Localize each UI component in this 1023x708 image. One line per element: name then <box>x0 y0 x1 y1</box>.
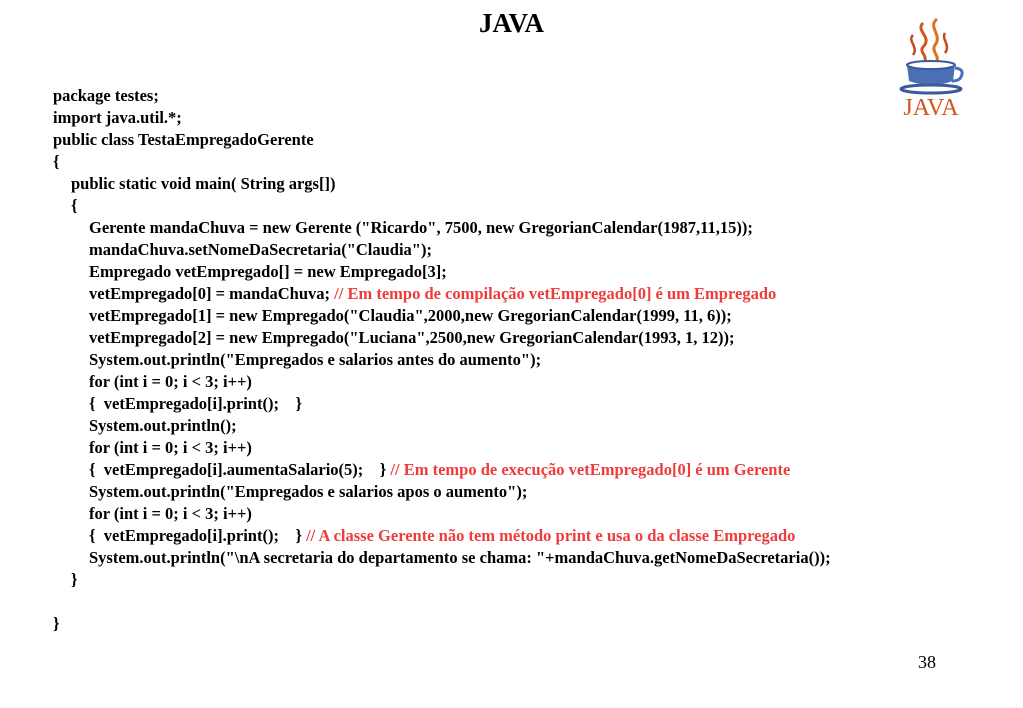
code-line: { vetEmpregado[i].print(); } <box>89 394 302 413</box>
code-line: Gerente mandaChuva = new Gerente ("Ricardo", 7500, new GregorianCalendar(1987,11,15)); <box>89 218 753 237</box>
page-number: 38 <box>918 652 936 672</box>
code-block <box>53 85 1003 635</box>
code-line: } <box>71 570 78 589</box>
code-line: public class TestaEmpregadoGerente <box>53 130 314 149</box>
code-text: vetEmpregado[0] = mandaChuva; <box>89 284 335 303</box>
code-comment: // Em tempo de execução vetEmpregado[0] é um Gerente <box>390 460 791 479</box>
code-line: System.out.println("Empregados e salarios antes do aumento"); <box>89 350 542 369</box>
code-line: { <box>71 196 78 215</box>
code-line: package testes; <box>53 86 159 105</box>
code-line <box>53 283 1003 305</box>
code-comment: // Em tempo de compilação vetEmpregado[0] é um Empregado <box>334 284 777 303</box>
code-line: System.out.println("Empregados e salarios apos o aumento"); <box>89 482 528 501</box>
code-line: vetEmpregado[1] = new Empregado("Claudia",2000,new GregorianCalendar(1999, 11, 6)); <box>89 306 732 325</box>
code-line: } <box>53 614 60 633</box>
code-line: mandaChuva.setNomeDaSecretaria("Claudia"); <box>89 240 432 259</box>
code-line: import java.util.*; <box>53 108 182 127</box>
code-line: System.out.println(); <box>89 416 237 435</box>
slide-title: JAVA <box>478 8 545 38</box>
code-line: Empregado vetEmpregado[] = new Empregado[3]; <box>89 262 447 281</box>
code-line <box>53 459 1003 481</box>
code-line <box>53 525 1003 547</box>
code-text: { vetEmpregado[i].print(); } <box>89 526 307 545</box>
code-line: for (int i = 0; i < 3; i++) <box>89 438 252 457</box>
code-line: for (int i = 0; i < 3; i++) <box>89 372 252 391</box>
code-line: for (int i = 0; i < 3; i++) <box>89 504 252 523</box>
code-line <box>53 591 1003 613</box>
code-line: System.out.println("\nA secretaria do departamento se chama: "+mandaChuva.getNomeDaSecretaria()); <box>89 548 831 567</box>
code-comment: // A classe Gerente não tem método print e usa o da classe Empregado <box>306 526 796 545</box>
code-line: public static void main( String args[]) <box>71 174 336 193</box>
code-text: { vetEmpregado[i].aumentaSalario(5); } <box>89 460 391 479</box>
code-line: vetEmpregado[2] = new Empregado("Luciana",2500,new GregorianCalendar(1993, 1, 12)); <box>89 328 735 347</box>
code-line: { <box>53 152 60 171</box>
java-wordmark: JAVA <box>903 95 959 119</box>
